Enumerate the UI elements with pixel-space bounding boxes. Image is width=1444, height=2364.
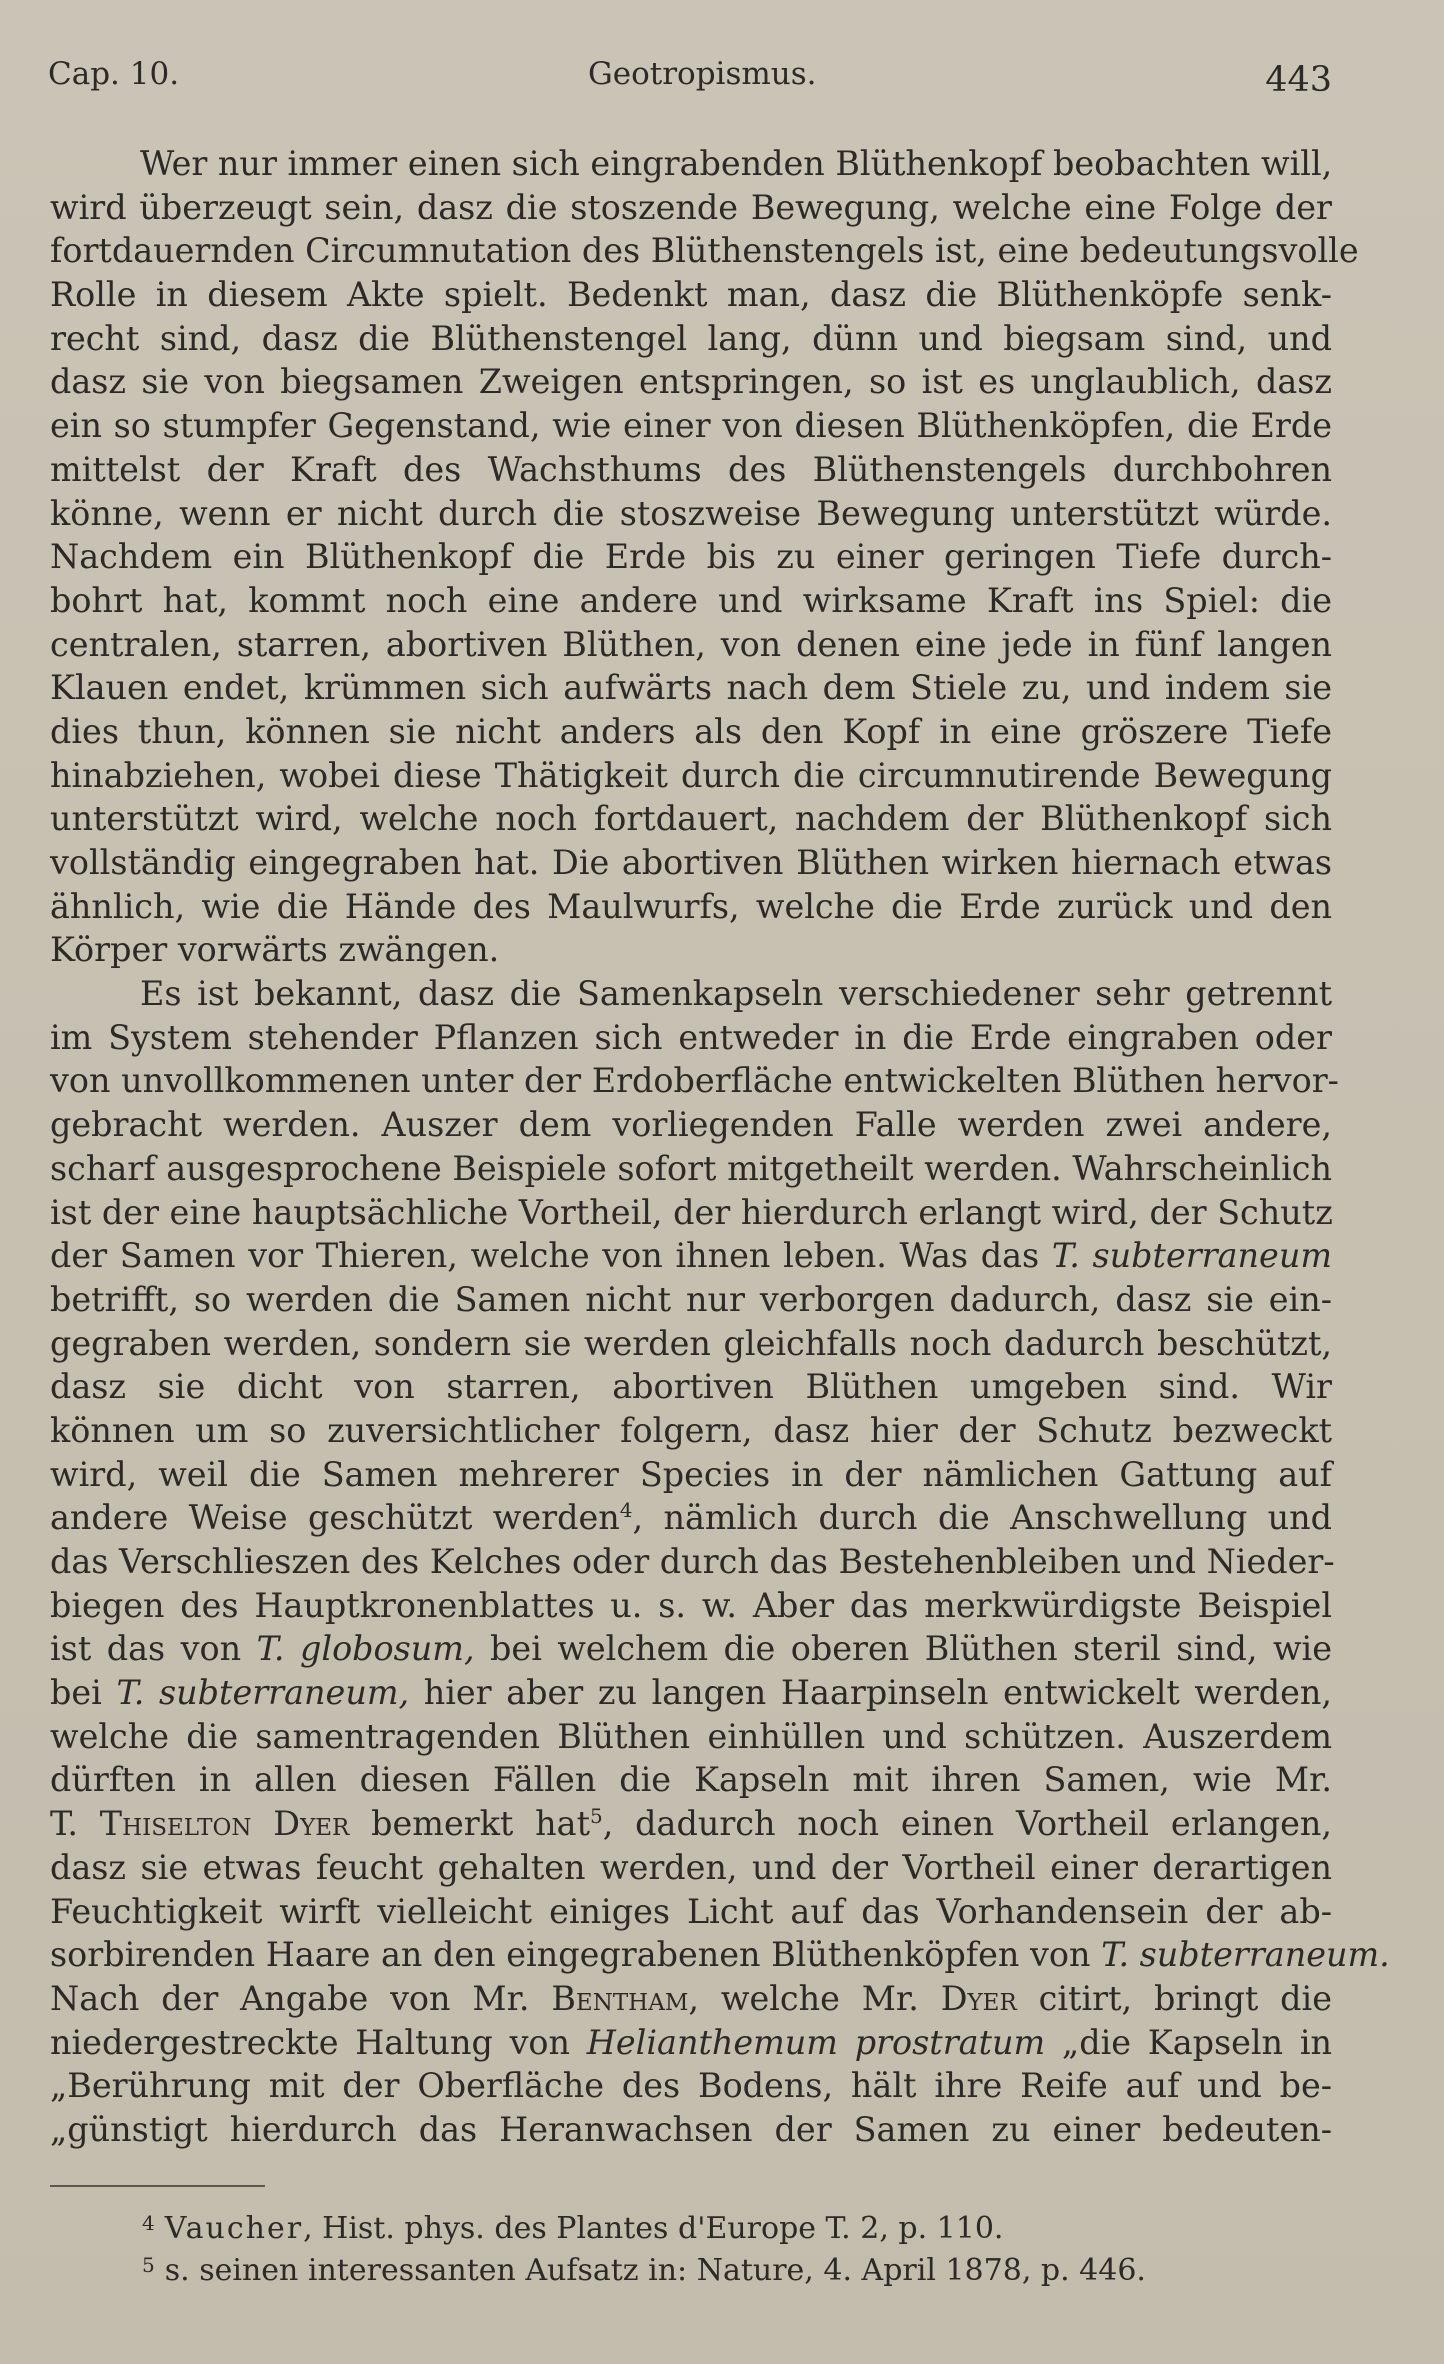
- text-run: Nach der Angabe von Mr.: [50, 1978, 552, 2018]
- species-name: T. subterraneum: [1051, 1236, 1332, 1276]
- text-line: Es ist bekannt, dasz die Samenkapseln verschiedener sehr getrennt: [140, 974, 1332, 1014]
- text-run: bei: [50, 1673, 117, 1713]
- text-run: niedergestreckte Haltung von: [50, 2022, 587, 2062]
- text-line: [50, 1671, 1332, 1715]
- text-line: betrifft, so werden die Samen nicht nur verborgen dadurch, dasz sie ein-: [50, 1279, 1332, 1319]
- text-line: [50, 1977, 1332, 2021]
- text-line: [50, 1933, 1390, 1977]
- footnote-text: , Hist. phys. des Plantes d'Europe T. 2, p. 110.: [303, 2211, 1004, 2246]
- text-line: das Verschlieszen des Kelches oder durch das Bestehenbleiben und Nieder-: [50, 1542, 1335, 1581]
- species-name: Helianthemum prostratum: [586, 2022, 1046, 2062]
- text-run: ist das von: [50, 1629, 257, 1669]
- footnote: [142, 2247, 1242, 2289]
- footnote-divider: [50, 2185, 265, 2187]
- footnotes: [142, 2205, 1242, 2289]
- footnote-mark: 5: [142, 2253, 155, 2277]
- text-run: , nämlich durch die Anschwellung und: [632, 1498, 1332, 1538]
- text-line: Wer nur immer einen sich eingrabenden Blüthenkopf beobachten will,: [140, 144, 1333, 183]
- text-line: welche die samentragenden Blüthen einhüllen und schützen. Auszerdem: [50, 1716, 1332, 1756]
- text-line: können um so zuversichtlicher folgern, dasz hier der Schutz bezweckt: [50, 1410, 1332, 1450]
- text-line: unterstützt wird, welche noch fortdauert, nachdem der Blüthenkopf sich: [50, 799, 1332, 839]
- text-line: [50, 1234, 1332, 1278]
- text-line: ähnlich, wie die Hände des Maulwurfs, welche die Erde zurück und den: [50, 886, 1332, 926]
- text-line: centralen, starren, abortiven Blüthen, von denen eine jede in fünf langen: [50, 624, 1332, 664]
- text-line: Nachdem ein Blüthenkopf die Erde bis zu einer geringen Tiefe durch-: [50, 537, 1332, 577]
- running-title: Geotropismus.: [588, 56, 817, 92]
- text-line: hinabziehen, wobei diese Thätigkeit durch die circumnutirende Bewegung: [50, 755, 1332, 795]
- paragraph-1: [50, 142, 1359, 972]
- footnote-ref: 5: [590, 1804, 603, 1829]
- text-line: [50, 2021, 1332, 2065]
- person-name: Bentham: [551, 1978, 689, 2018]
- text-run: citirt, bringt die: [1016, 1978, 1332, 2018]
- chapter-label: Cap. 10.: [48, 56, 180, 92]
- text-line: bohrt hat, kommt noch eine andere und wirksame Kraft ins Spiel: die: [50, 580, 1332, 620]
- text-line: mittelst der Kraft des Wachsthums des Blüthenstengels durchbohren: [50, 449, 1332, 489]
- text-line: recht sind, dasz die Blüthenstengel lang, dünn und biegsam sind, und: [50, 318, 1332, 358]
- text-line: dasz sie von biegsamen Zweigen entspringen, so ist es unglaublich, dasz: [50, 362, 1332, 402]
- text-line: gebracht werden. Auszer dem vorliegenden Falle werden zwei andere,: [50, 1105, 1332, 1145]
- text-run: T.: [50, 1804, 100, 1844]
- page-header: [48, 52, 1332, 102]
- text-line: [50, 1496, 1332, 1540]
- body-text: [50, 142, 1390, 2152]
- text-line: wird, weil die Samen mehrerer Species in der nämlichen Gattung auf: [50, 1454, 1332, 1494]
- text-line: Klauen endet, krümmen sich aufwärts nach dem Stiele zu, und indem sie: [50, 668, 1332, 708]
- footnote: [142, 2205, 1242, 2247]
- text-run: hier aber zu langen Haarpinseln entwickelt werden,: [409, 1673, 1332, 1713]
- text-run: „die Kapseln in: [1045, 2022, 1332, 2062]
- person-name: Thiselton Dyer: [99, 1804, 350, 1844]
- footnote-ref: 4: [619, 1498, 633, 1523]
- footnote-text: s. seinen interessanten Aufsatz in: Nature, 4. April 1878, p. 446.: [164, 2253, 1146, 2288]
- text-line: gegraben werden, sondern sie werden gleichfalls noch dadurch beschützt,: [50, 1323, 1332, 1363]
- text-line: dies thun, können sie nicht anders als den Kopf in eine gröszere Tiefe: [50, 711, 1332, 751]
- text-line: Feuchtigkeit wirft vielleicht einiges Licht auf das Vorhandensein der ab-: [50, 1891, 1332, 1931]
- text-run: , dadurch noch einen Vortheil erlangen,: [602, 1804, 1332, 1844]
- text-run: bemerkt hat: [349, 1804, 590, 1844]
- text-run: der Samen vor Thieren, welche von ihnen leben. Was das: [50, 1236, 1052, 1276]
- text-run: sorbirenden Haare an den eingegrabenen Blüthenköpfen von: [50, 1935, 1102, 1975]
- page-number: 443: [1265, 60, 1332, 100]
- footnote-mark: 4: [142, 2211, 155, 2235]
- text-line: ist der eine hauptsächliche Vortheil, der hierdurch erlangt wird, der Schutz: [50, 1192, 1333, 1232]
- text-line: biegen des Hauptkronenblattes u. s. w. Aber das merkwürdigste Beispiel: [50, 1585, 1332, 1625]
- text-line: von unvollkommenen unter der Erdoberfläche entwickelten Blüthen hervor-: [50, 1061, 1339, 1101]
- species-name: T. subterraneum.: [1101, 1935, 1390, 1975]
- text-line: fortdauernden Circumnutation des Blüthenstengels ist, eine bedeutungsvolle: [50, 231, 1359, 271]
- text-line: „Berührung mit der Oberfläche des Bodens, hält ihre Reife auf und be-: [50, 2066, 1332, 2106]
- text-line: vollständig eingegraben hat. Die abortiven Blüthen wirken hiernach etwas: [50, 843, 1332, 882]
- text-line: dasz sie dicht von starren, abortiven Blüthen umgeben sind. Wir: [50, 1367, 1332, 1407]
- text-run: , welche Mr.: [688, 1978, 941, 2018]
- text-line: scharf ausgesprochene Beispiele sofort mitgetheilt werden. Wahrscheinlich: [50, 1148, 1332, 1188]
- text-line: Körper vorwärts zwängen.: [50, 930, 500, 970]
- text-line: könne, wenn er nicht durch die stoszweise Bewegung unterstützt würde.: [50, 493, 1332, 533]
- text-run: andere Weise geschützt werden: [50, 1498, 620, 1538]
- species-name: T. globosum,: [256, 1629, 475, 1669]
- text-line: [50, 1627, 1332, 1671]
- text-line: [50, 1802, 1332, 1846]
- text-run: bei welchem die oberen Blüthen steril sind, wie: [474, 1629, 1333, 1669]
- text-line: Rolle in diesem Akte spielt. Bedenkt man, dasz die Blüthenköpfe senk-: [50, 275, 1332, 315]
- text-line: dasz sie etwas feucht gehalten werden, und der Vortheil einer derartigen: [50, 1847, 1332, 1887]
- footnote-author: Vaucher: [164, 2211, 304, 2246]
- text-line: dürften in allen diesen Fällen die Kapseln mit ihren Samen, wie Mr.: [50, 1760, 1332, 1800]
- paragraph-2: [50, 972, 1390, 2152]
- species-name: T. subterraneum,: [116, 1673, 410, 1713]
- person-name: Dyer: [940, 1978, 1017, 2018]
- text-line: wird überzeugt sein, dasz die stoszende Bewegung, welche eine Folge der: [50, 187, 1332, 227]
- text-line: im System stehender Pflanzen sich entweder in die Erde eingraben oder: [50, 1017, 1332, 1057]
- text-line: ein so stumpfer Gegenstand, wie einer von diesen Blüthenköpfen, die Erde: [50, 406, 1332, 446]
- text-line: „günstigt hierdurch das Heranwachsen der Samen zu einer bedeuten-: [50, 2109, 1332, 2149]
